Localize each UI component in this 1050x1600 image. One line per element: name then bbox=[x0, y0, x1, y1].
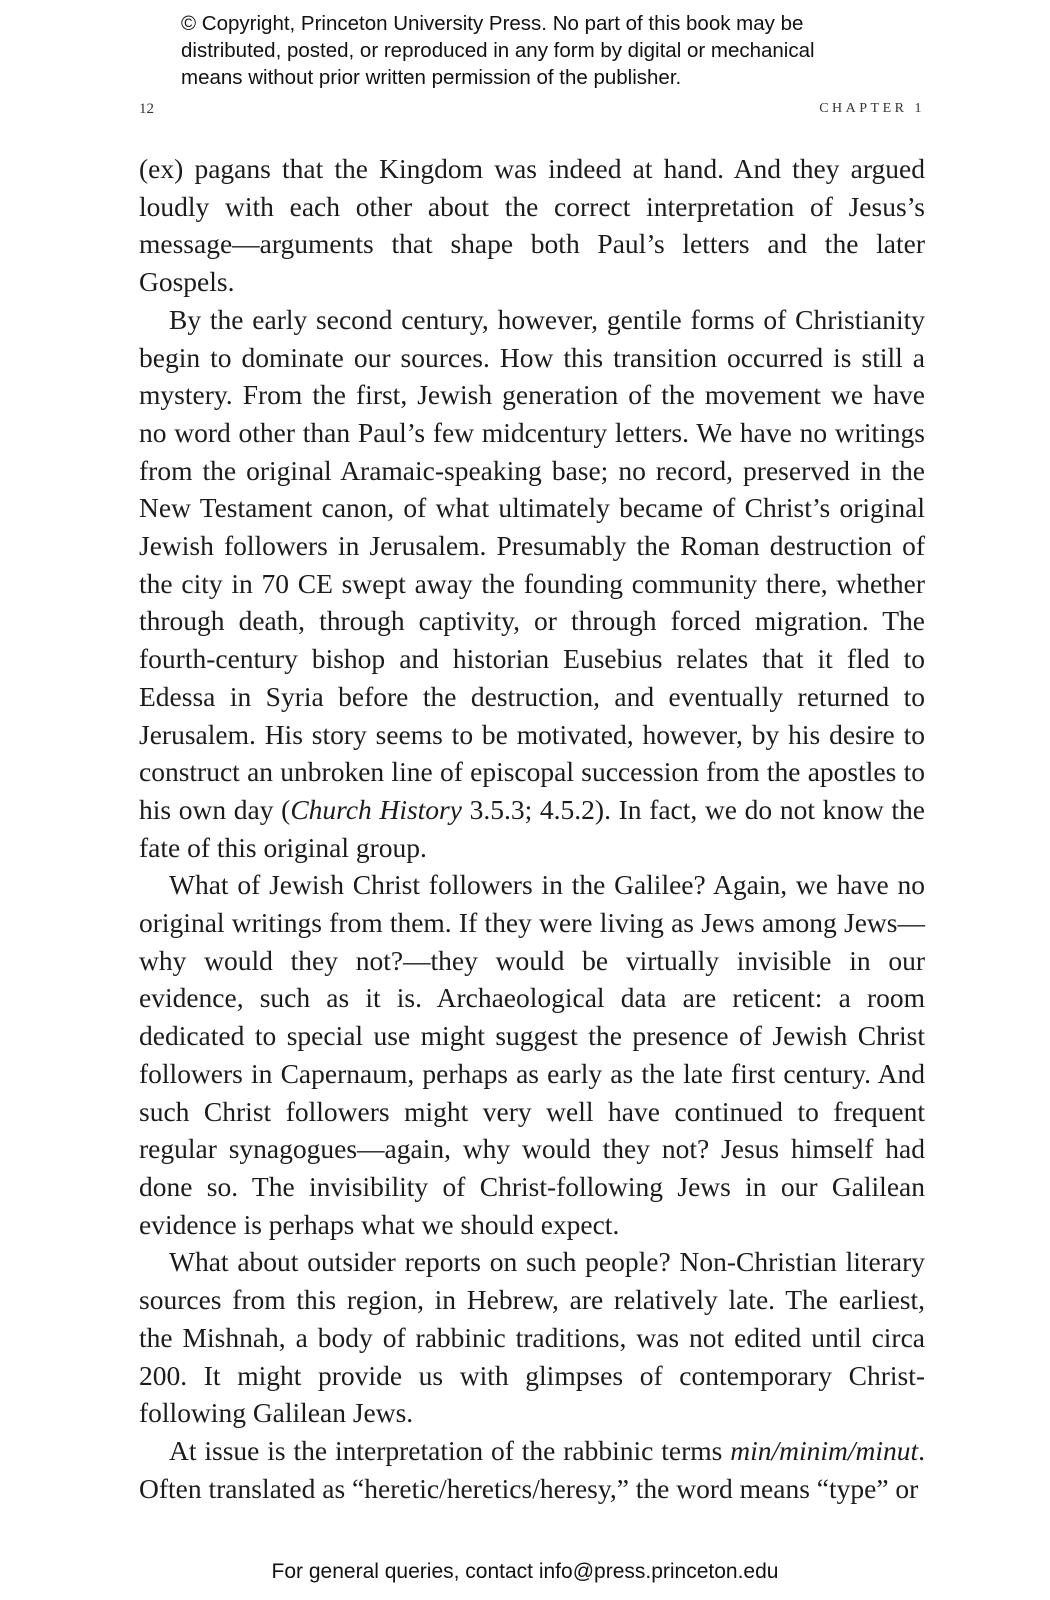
paragraph bbox=[139, 1432, 925, 1507]
paragraph: What about outsider reports on such people? Non-Christian literary sources from this region, in Hebrew, are relatively late. The earliest, the Mishnah, a body of rabbinic traditions, was not edited until circa 200. It might provide us with glimpses of contemporary Christ-following Galilean Jews. bbox=[139, 1246, 925, 1429]
italic-term: min/minim/minut bbox=[730, 1434, 919, 1466]
copyright-line: © Copyright, Princeton University Press. No part of this book may be bbox=[181, 12, 804, 35]
copyright-line: means without prior written permission of the publisher. bbox=[181, 66, 682, 89]
paragraph-text: . Often translated as “heretic/heretics/heresy,” the word means “type” or bbox=[139, 1434, 925, 1504]
paragraph: What of Jewish Christ followers in the Galilee? Again, we have no original writings from them. If they were living as Jews among Jews—why would they not?—they would be virtually invisible in our evidence, such as it is. Archaeological data are reticent: a room dedicated to special use might suggest the presence of Jewish Christ followers in Capernaum, perhaps as early as the late first century. And such Christ followers might very well have continued to frequent regular synagogues—again, why would they not? Jesus himself had done so. The invisibility of Christ-following Jews in our Galilean evidence is perhaps what we should expect. bbox=[139, 869, 925, 1240]
running-head bbox=[139, 101, 925, 125]
paragraph-text: 3.5.3; 4.5.2). In fact, we do not know the fate of this original group. bbox=[139, 793, 926, 863]
footer-contact: For general queries, contact info@press.princeton.edu bbox=[271, 1560, 779, 1583]
italic-title: Church History bbox=[290, 793, 462, 825]
copyright-notice bbox=[181, 10, 941, 91]
copyright-line: distributed, posted, or reproduced in any form by digital or mechanical bbox=[181, 39, 815, 62]
page-number: 12 bbox=[139, 101, 154, 117]
chapter-label: CHAPTER 1 bbox=[819, 101, 925, 116]
paragraph bbox=[139, 301, 925, 867]
body-text bbox=[139, 150, 925, 1507]
paragraph: (ex) pagans that the Kingdom was indeed at hand. And they argued loudly with each other about the correct interpretation of Jesus’s message—arguments that shape both Paul’s letters and the later Gospels. bbox=[139, 153, 925, 298]
paragraph-text: At issue is the interpretation of the rabbinic terms bbox=[169, 1434, 731, 1466]
paragraph-text: By the early second century, however, gentile forms of Christianity begin to dominate our sources. How this transition occurred is still a mystery. From the first, Jewish generation of the movement we have no word other than Paul’s few midcentury letters. We have no writings from the original Aramaic-speaking base; no record, preserved in the New Testament canon, of what ultimately became of Christ’s original Jewish followers in Jerusalem. Presumably the Roman destruction of the city in 70 CE swept away the founding community there, whether through death, through captivity, or through forced migration. The fourth-century bishop and historian Eusebius relates that it fled to Edessa in Syria before the destruction, and eventually returned to Jerusalem. His story seems to be motivated, however, by his desire to construct an unbroken line of episcopal succession from the apostles to his own day ( bbox=[139, 303, 925, 825]
